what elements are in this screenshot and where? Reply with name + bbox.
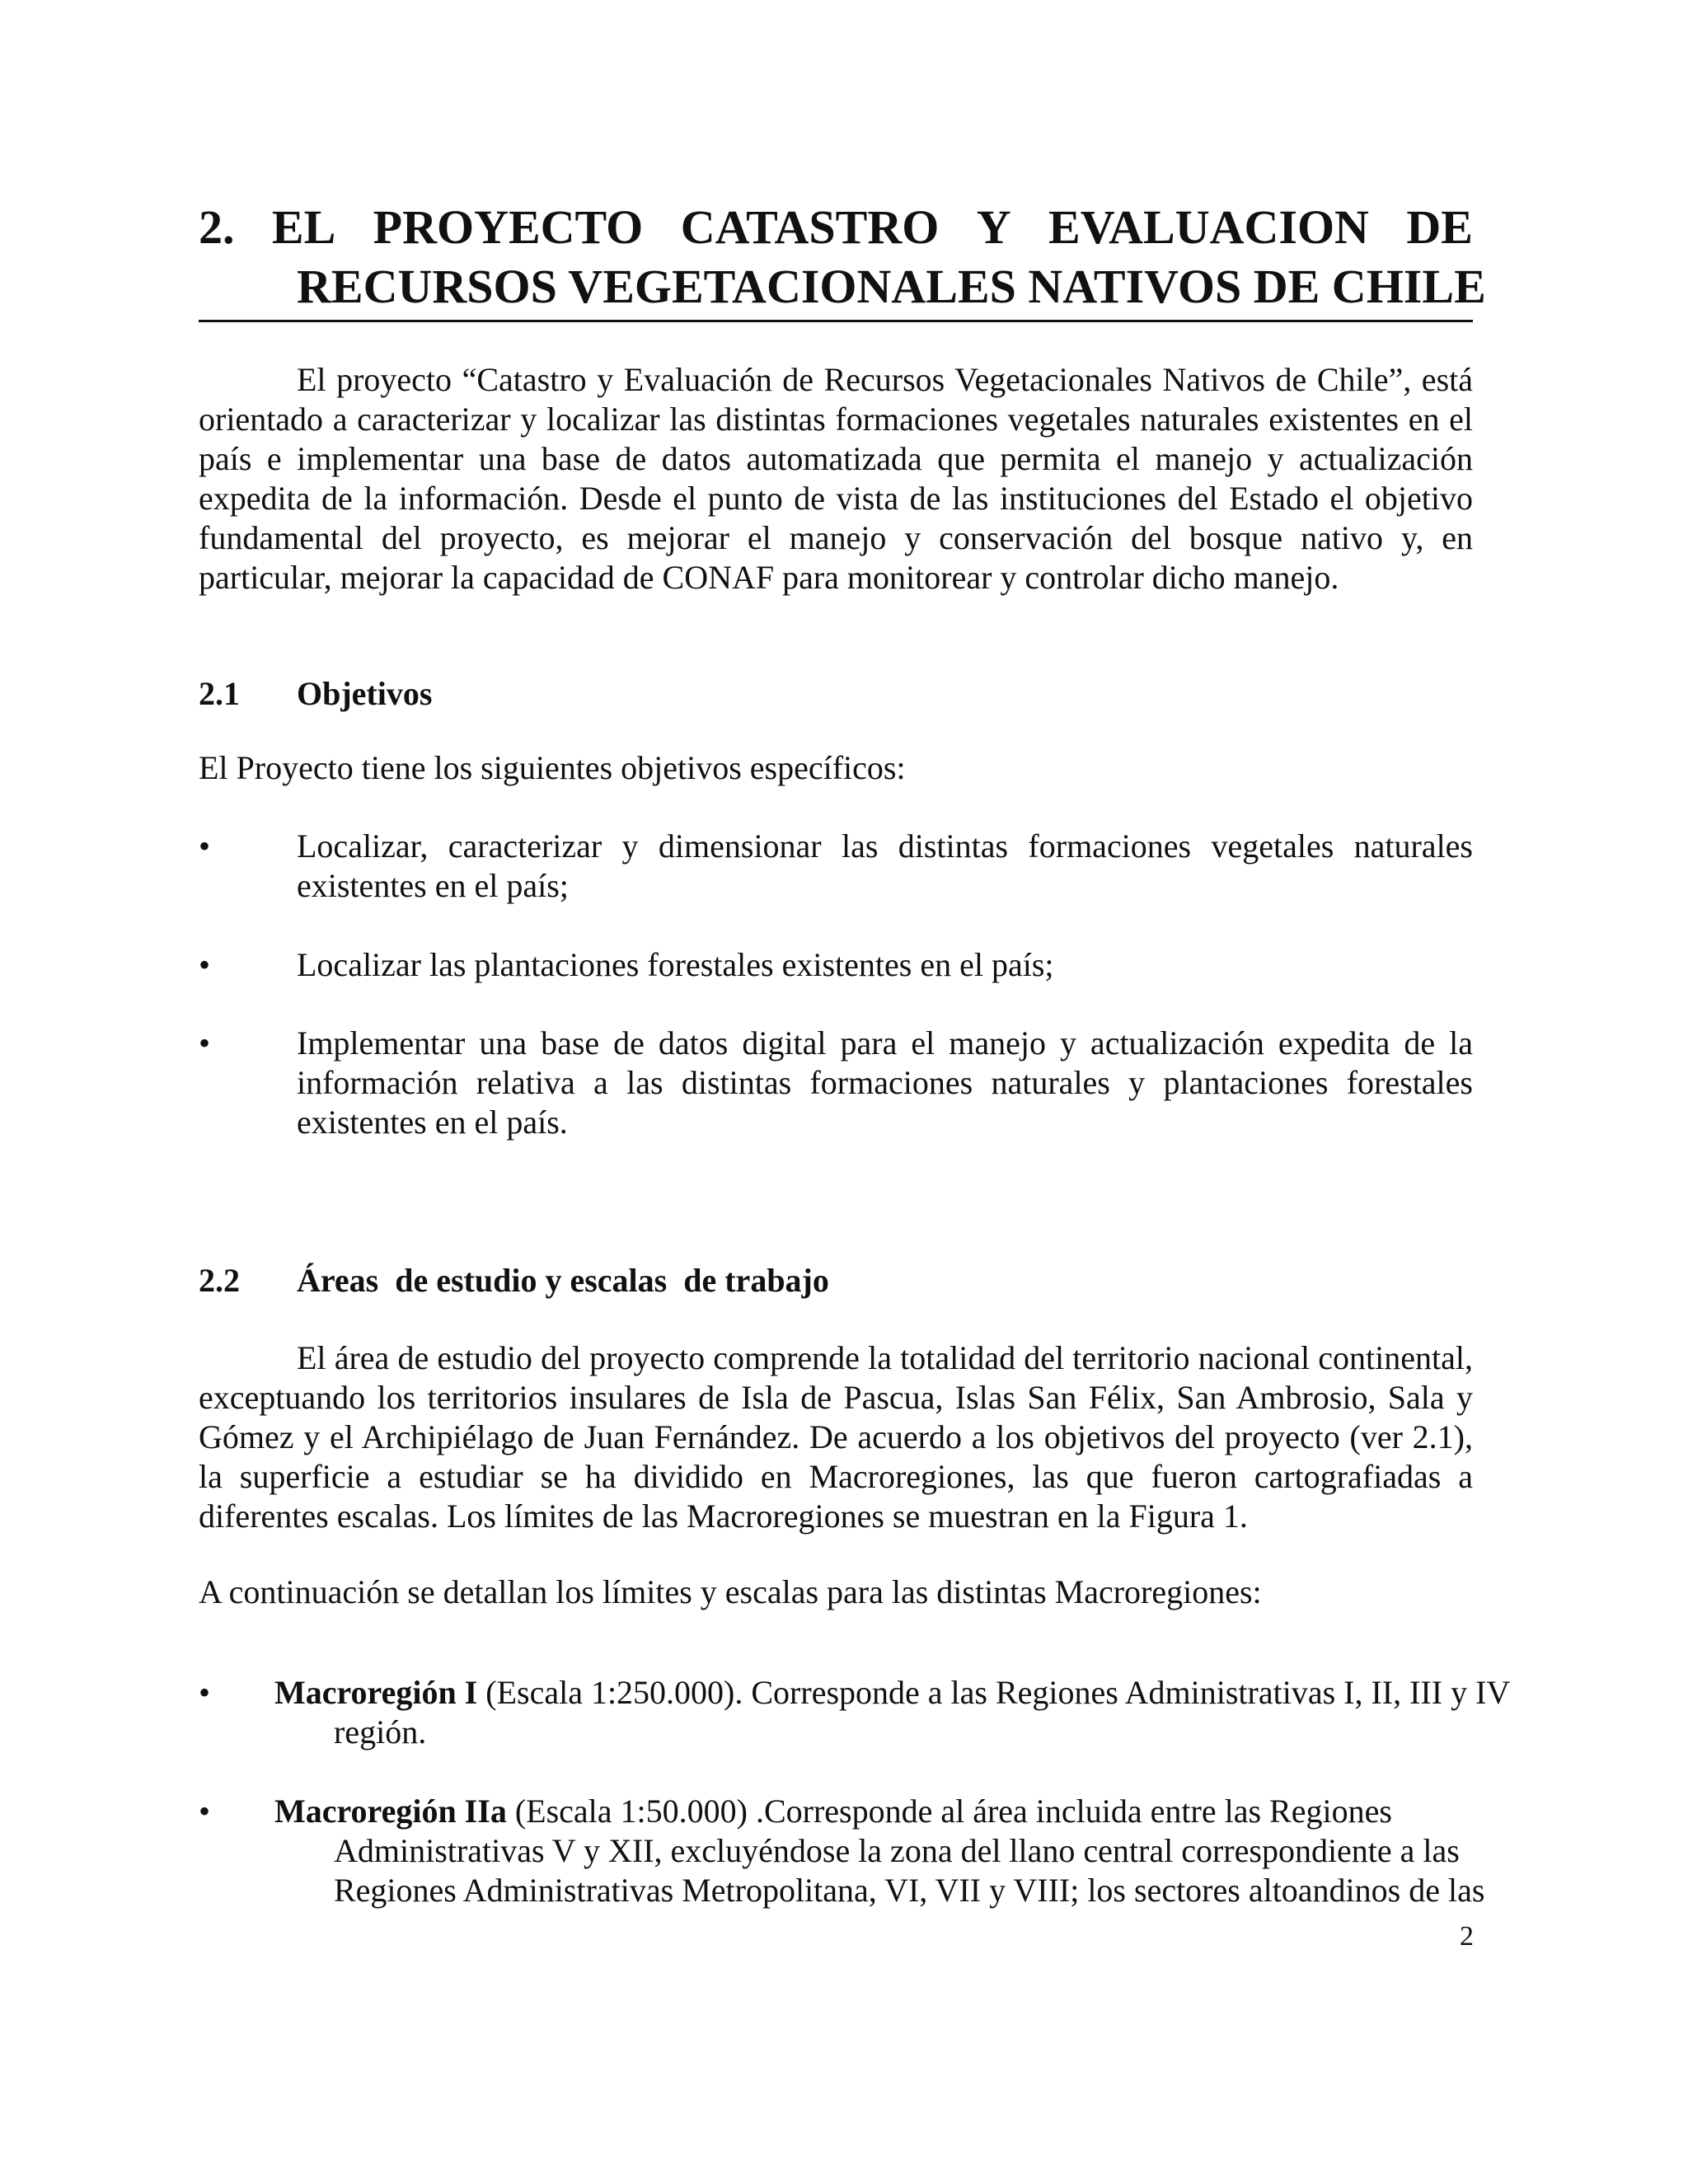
macroregion-name: Macroregión I [274,1674,478,1711]
bullet-icon: • [199,1793,211,1830]
intro-paragraph: El proyecto “Catastro y Evaluación de Recursos Vegetacionales Nativos de Chile”, está orientado a caracterizar y localizar las distintas formaciones vegetales naturales existentes en el país e implementar una base de datos automatizada que permita el manejo y actualización expedita de la información. Desde el punto de vista de las instituciones del Estado el objetivo fundamental del proyecto, es mejorar el manejo y conservación del bosque nativo y, en particular, mejorar la capacidad de CONAF para monitorear y controlar dicho manejo. [199,361,1473,596]
bullet-icon: • [199,1024,211,1062]
macroregion-description: (Escala 1:50.000) .Corresponde al área incluida entre las Regiones Administrativas V y XII, excluyéndose la zona del llano central correspondiente a las Regiones Administrativas Metropolitana, VI, VII y VIII; los sectores altoandinos de las [334,1793,1485,1909]
objective-item: Implementar una base de datos digital para el manejo y actualización expedita de la información relativa a las distintas formaciones naturales y plantaciones forestales existentes en el país. [297,1024,1473,1141]
heading-divider [199,320,1473,322]
bullet-icon: • [199,946,211,983]
section-2-2-title: Áreas de estudio y escalas de trabajo [297,1262,829,1299]
chapter-title-word: DE [1406,200,1473,254]
page-number: 2 [1460,1921,1474,1952]
objectives-lead: El Proyecto tiene los siguientes objetivos específicos: [199,749,906,786]
objective-item: Localizar, caracterizar y dimensionar las distintas formaciones vegetales naturales existentes en el país; [297,827,1473,904]
macroregions-lead: A continuación se detallan los límites y escalas para las distintas Macroregiones: [199,1573,1262,1610]
section-2-1-number: 2.1 [199,675,240,712]
chapter-title-word: Y [976,200,1011,254]
chapter-title-word: CATASTRO [680,200,940,254]
study-area-paragraph: El área de estudio del proyecto comprende la totalidad del territorio nacional continental, exceptuando los territorios insulares de Isla de Pascua, Islas San Félix, San Ambrosio, Sala y Gómez y el Archipiélago de Juan Fernández. De acuerdo a los objetivos del proyecto (ver 2.1), la superficie a estudiar se ha dividido en Macroregiones, las que fueron cartografiadas a diferentes escalas. Los límites de las Macroregiones se muestran en la Figura 1. [199,1339,1473,1535]
section-2-2-number: 2.2 [199,1262,240,1299]
chapter-title-line-1 [199,198,1473,257]
chapter-number: 2. [199,200,235,254]
chapter-title-word: EL [271,200,336,254]
macroregion-item [274,1673,1532,1752]
chapter-title-word: EVALUACION [1048,200,1369,254]
chapter-title-line-2: RECURSOS VEGETACIONALES NATIVOS DE CHILE [297,260,1486,313]
macroregion-description: (Escala 1:250.000). Corresponde a las Regiones Administrativas I, II, III y IV región. [334,1674,1510,1750]
section-2-1-title: Objetivos [297,675,433,712]
macroregion-name: Macroregión IIa [274,1793,507,1830]
bullet-icon: • [199,1674,211,1711]
macroregion-item [274,1792,1532,1910]
chapter-title-word: PROYECTO [373,200,644,254]
bullet-icon: • [199,827,211,865]
objective-item: Localizar las plantaciones forestales existentes en el país; [297,946,1054,983]
